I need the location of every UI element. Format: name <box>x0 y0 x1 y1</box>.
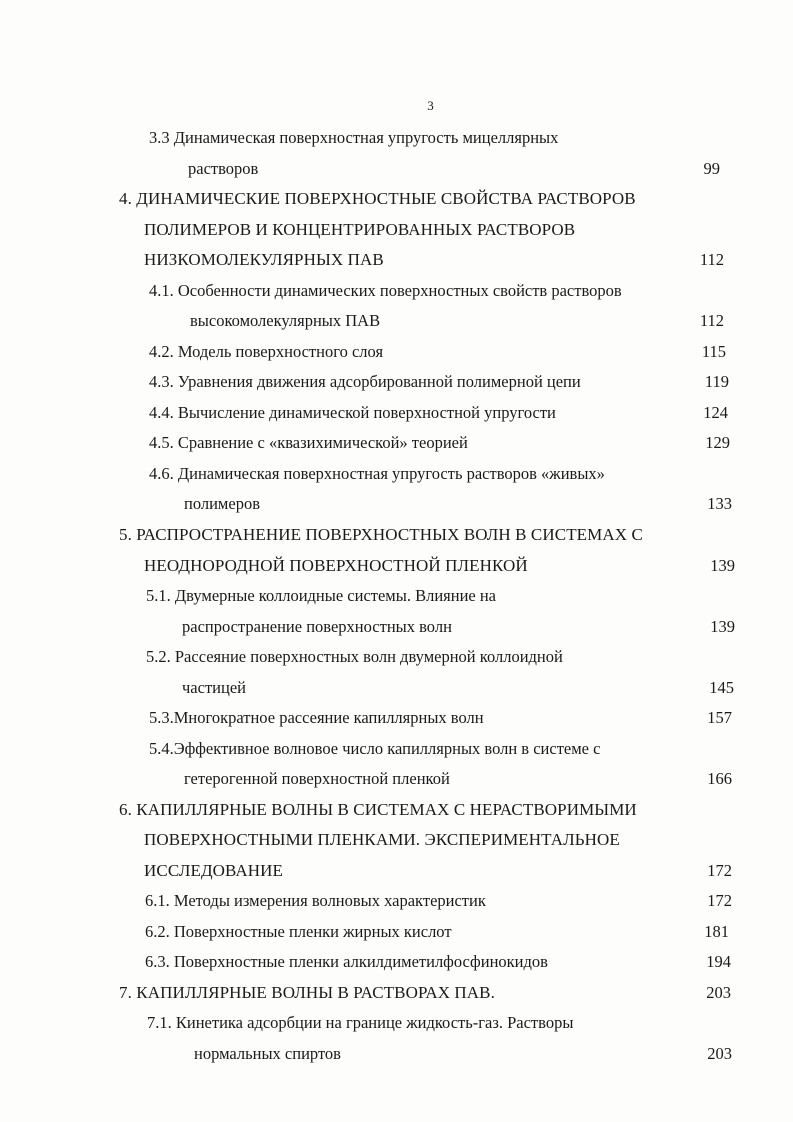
toc-entry-page: 115 <box>701 342 726 361</box>
toc-entry-page: 203 <box>707 1044 732 1063</box>
toc-entry-text: 4.3. Уравнения движения адсорбированной полимерной цепи <box>149 372 581 391</box>
toc-entry-page: 112 <box>699 311 724 330</box>
toc-entry-text: 4.6. Динамическая поверхностная упругость растворов «живых» <box>149 464 605 483</box>
toc-entry-text: 6.3. Поверхностные пленки алкилдиметилфосфинокидов <box>145 952 548 971</box>
toc-entry-text: 5.3.Многократное рассеяние капиллярных волн <box>149 708 484 727</box>
toc-entry-text: 4.1. Особенности динамических поверхностных свойств растворов <box>149 281 622 300</box>
toc-entry-page: 166 <box>707 769 732 788</box>
toc-entry-page: 119 <box>704 372 729 391</box>
toc-chapter-text: ПОЛИМЕРОВ И КОНЦЕНТРИРОВАННЫХ РАСТВОРОВ <box>144 220 576 239</box>
toc-entry-page: 172 <box>707 861 732 880</box>
toc-entry-text: высокомолекулярных ПАВ <box>190 311 381 330</box>
page-number: 3 <box>427 98 434 113</box>
toc-entry-text: 4.2. Модель поверхностного слоя <box>149 342 384 361</box>
toc-entry-text: 5.1. Двумерные коллоидные системы. Влияние на <box>146 586 496 605</box>
toc-entry-page: 139 <box>710 556 735 575</box>
toc-chapter-text: НЕОДНОРОДНОЙ ПОВЕРХНОСТНОЙ ПЛЕНКОЙ <box>144 556 528 575</box>
toc-entry-text: 7.1. Кинетика адсорбции на границе жидкость-газ. Растворы <box>147 1013 574 1032</box>
toc-entry-text: растворов <box>188 159 259 178</box>
toc-entry-text: 6.2. Поверхностные пленки жирных кислот <box>145 922 452 941</box>
toc-chapter-text: 6. КАПИЛЛЯРНЫЕ ВОЛНЫ В СИСТЕМАХ С НЕРАСТВОРИМЫМИ <box>119 800 637 819</box>
toc-entry-page: 194 <box>706 952 731 971</box>
toc-entry-page: 99 <box>703 159 720 178</box>
toc-entry-page: 133 <box>707 494 732 513</box>
toc-chapter-text: 7. КАПИЛЛЯРНЫЕ ВОЛНЫ В РАСТВОРАХ ПАВ. <box>119 983 495 1002</box>
toc-chapter-text: 5. РАСПРОСТРАНЕНИЕ ПОВЕРХНОСТНЫХ ВОЛН В СИСТЕМАХ С <box>119 525 643 544</box>
toc-entry-text: 5.2. Рассеяние поверхностных волн двумерной коллоидной <box>146 647 563 666</box>
toc-entry-page: 112 <box>699 250 724 269</box>
toc-entry-text: 4.4. Вычисление динамической поверхностной упругости <box>149 403 556 422</box>
toc-chapter-text: ИССЛЕДОВАНИЕ <box>144 861 284 880</box>
toc-entry-page: 181 <box>704 922 729 941</box>
toc-chapter-text: НИЗКОМОЛЕКУЛЯРНЫХ ПАВ <box>144 250 384 269</box>
toc-entry-page: 139 <box>710 617 735 636</box>
toc-entry-text: нормальных спиртов <box>194 1044 341 1063</box>
toc-entry-page: 157 <box>707 708 732 727</box>
toc-entry-text: гетерогенной поверхностной пленкой <box>184 769 450 788</box>
toc-entry-page: 203 <box>706 983 731 1002</box>
toc-entry-text: 6.1. Методы измерения волновых характеристик <box>145 891 486 910</box>
toc-entry-text: 3.3 Динамическая поверхностная упругость мицеллярных <box>149 128 559 147</box>
toc-entry-page: 129 <box>705 433 730 452</box>
toc-entry-text: распространение поверхностных волн <box>182 617 452 636</box>
toc-entry-text: 5.4.Эффективное волновое число капиллярных волн в системе с <box>149 739 601 758</box>
toc-entry-page: 124 <box>703 403 728 422</box>
toc-chapter-text: ПОВЕРХНОСТНЫМИ ПЛЕНКАМИ. ЭКСПЕРИМЕНТАЛЬНОЕ <box>144 830 620 849</box>
toc-entry-text: полимеров <box>184 494 260 513</box>
toc-entry-page: 145 <box>709 678 734 697</box>
toc-chapter-text: 4. ДИНАМИЧЕСКИЕ ПОВЕРХНОСТНЫЕ СВОЙСТВА РАСТВОРОВ <box>119 189 636 208</box>
toc-entry-text: 4.5. Сравнение с «квазихимической» теорией <box>149 433 468 452</box>
toc-entry-page: 172 <box>707 891 732 910</box>
toc-entry-text: частицей <box>182 678 246 697</box>
